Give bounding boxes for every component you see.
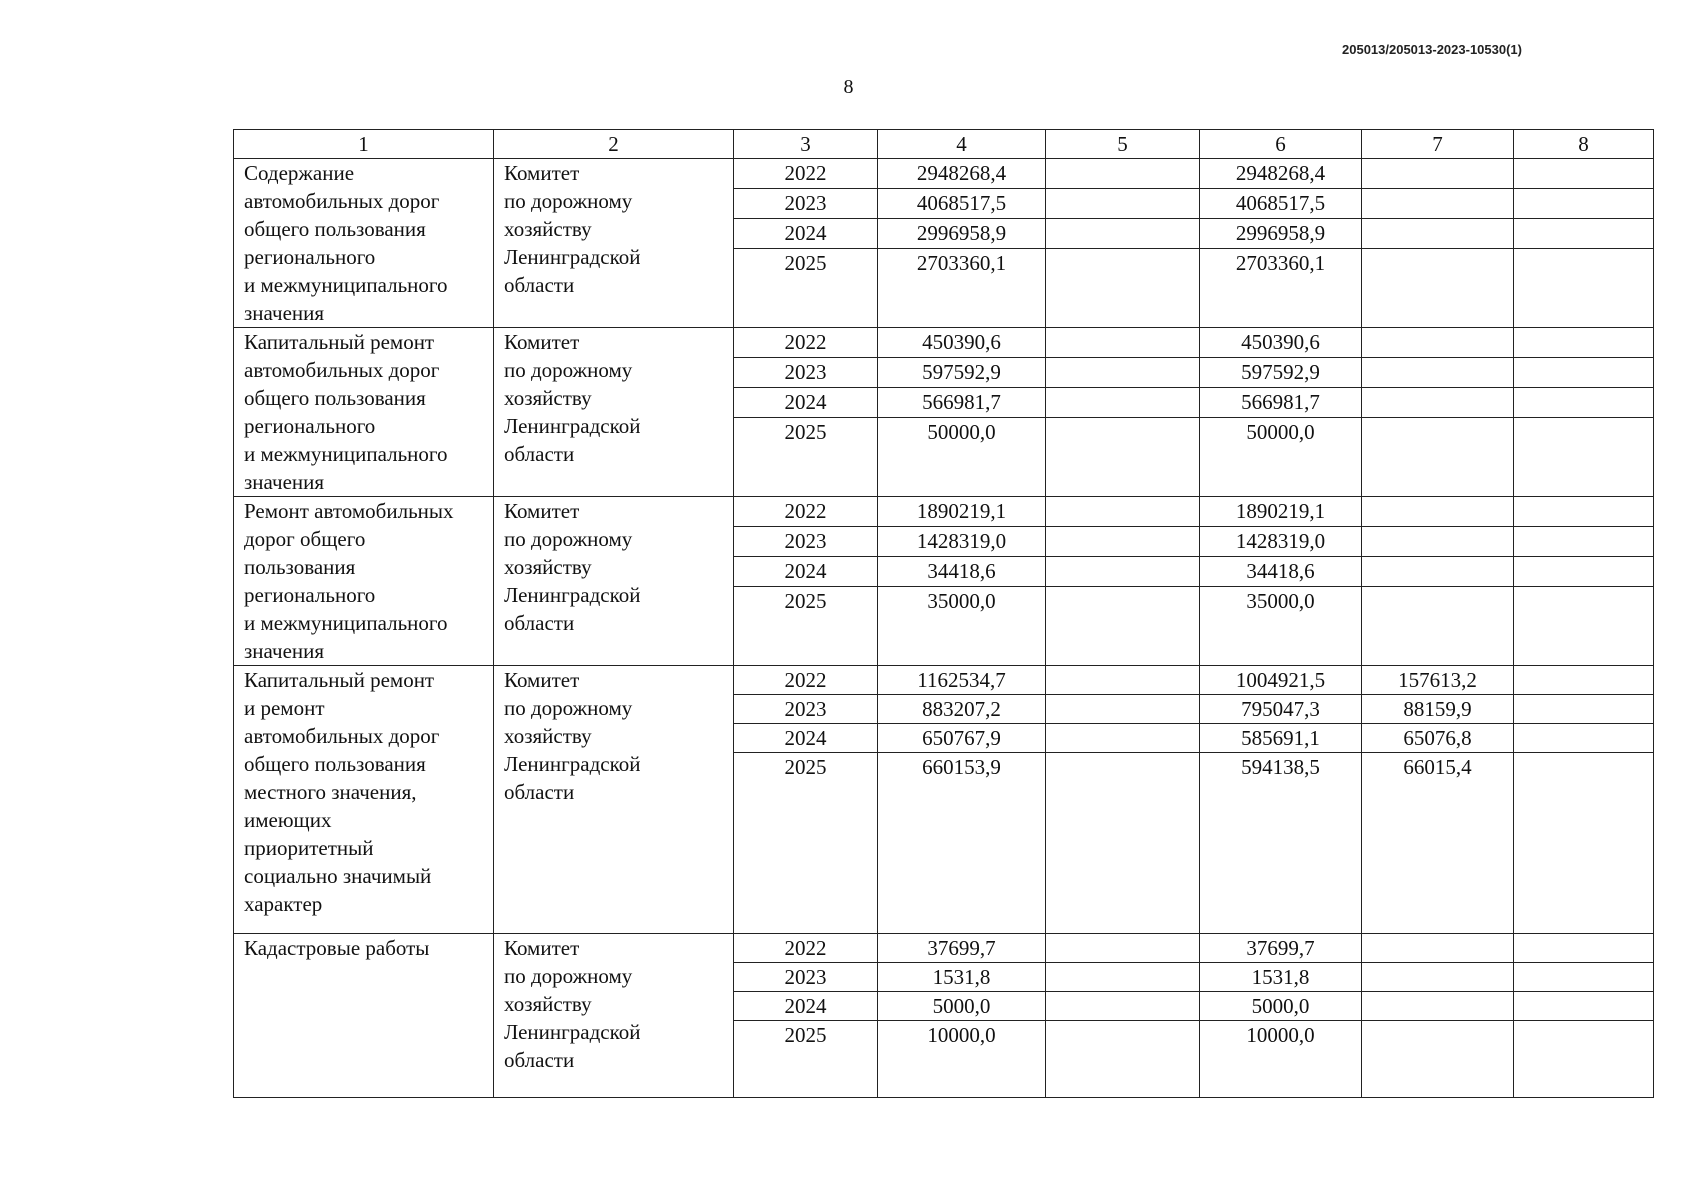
value-cell-c6: 1428319,0 [1200, 526, 1362, 556]
value-cell-c5 [1046, 417, 1200, 496]
value-cell-c5 [1046, 753, 1200, 934]
value-cell-c5 [1046, 357, 1200, 387]
value-cell-c5 [1046, 387, 1200, 417]
value-cell-c5 [1046, 248, 1200, 327]
value-cell-c6: 795047,3 [1200, 695, 1362, 724]
value-cell-c6: 1890219,1 [1200, 497, 1362, 527]
value-cell-c4: 4068517,5 [878, 188, 1046, 218]
value-cell-c6: 1531,8 [1200, 963, 1362, 992]
value-cell-c6: 1004921,5 [1200, 666, 1362, 695]
activity-name-cell [234, 328, 494, 497]
value-cell-c7 [1362, 159, 1514, 189]
year-cell: 2022 [734, 328, 878, 358]
value-cell-c7: 66015,4 [1362, 753, 1514, 934]
value-cell-c7 [1362, 992, 1514, 1021]
value-cell-c7 [1362, 934, 1514, 963]
value-cell-c6: 34418,6 [1200, 556, 1362, 586]
value-cell-c8 [1514, 387, 1654, 417]
column-number-row [234, 130, 1654, 159]
table-row [234, 328, 1654, 358]
value-cell-c7 [1362, 497, 1514, 527]
year-cell: 2023 [734, 357, 878, 387]
value-cell-c5 [1046, 695, 1200, 724]
value-cell-c6: 37699,7 [1200, 934, 1362, 963]
value-cell-c7 [1362, 963, 1514, 992]
value-cell-c5 [1046, 526, 1200, 556]
value-cell-c5 [1046, 724, 1200, 753]
activity-name-cell [234, 666, 494, 934]
column-number-cell: 6 [1200, 130, 1362, 159]
value-cell-c7: 65076,8 [1362, 724, 1514, 753]
column-number-cell: 2 [494, 130, 734, 159]
year-cell: 2023 [734, 526, 878, 556]
value-cell-c6: 594138,5 [1200, 753, 1362, 934]
value-cell-c5 [1046, 934, 1200, 963]
value-cell-c6: 566981,7 [1200, 387, 1362, 417]
year-cell: 2022 [734, 666, 878, 695]
value-cell-c6: 10000,0 [1200, 1021, 1362, 1098]
value-cell-c8 [1514, 666, 1654, 695]
value-cell-c4: 5000,0 [878, 992, 1046, 1021]
year-cell: 2024 [734, 556, 878, 586]
value-cell-c8 [1514, 724, 1654, 753]
value-cell-c8 [1514, 992, 1654, 1021]
value-cell-c5 [1046, 188, 1200, 218]
year-cell: 2024 [734, 218, 878, 248]
value-cell-c7 [1362, 248, 1514, 327]
value-cell-c4: 650767,9 [878, 724, 1046, 753]
value-cell-c4: 883207,2 [878, 695, 1046, 724]
value-cell-c4: 566981,7 [878, 387, 1046, 417]
activity-name: Капитальный ремонт и ремонт автомобильных дорог общего пользования местного значения, имеющих приоритетный социально значимый характер [244, 668, 440, 916]
value-cell-c8 [1514, 218, 1654, 248]
value-cell-c6: 2703360,1 [1200, 248, 1362, 327]
value-cell-c4: 660153,9 [878, 753, 1046, 934]
value-cell-c6: 4068517,5 [1200, 188, 1362, 218]
responsible-executor: Комитет по дорожному хозяйству Ленинградской области [504, 161, 641, 297]
value-cell-c7 [1362, 526, 1514, 556]
year-cell: 2024 [734, 992, 878, 1021]
year-cell: 2022 [734, 159, 878, 189]
activity-name: Кадастровые работы [244, 936, 430, 960]
value-cell-c8 [1514, 753, 1654, 934]
value-cell-c8 [1514, 188, 1654, 218]
year-cell: 2023 [734, 695, 878, 724]
value-cell-c8 [1514, 1021, 1654, 1098]
value-cell-c4: 450390,6 [878, 328, 1046, 358]
year-cell: 2025 [734, 248, 878, 327]
value-cell-c8 [1514, 357, 1654, 387]
value-cell-c7 [1362, 328, 1514, 358]
value-cell-c8 [1514, 248, 1654, 327]
year-cell: 2025 [734, 753, 878, 934]
value-cell-c8 [1514, 328, 1654, 358]
responsible-executor: Комитет по дорожному хозяйству Ленинградской области [504, 668, 641, 804]
value-cell-c6: 450390,6 [1200, 328, 1362, 358]
value-cell-c6: 2996958,9 [1200, 218, 1362, 248]
value-cell-c7 [1362, 417, 1514, 496]
year-cell: 2025 [734, 1021, 878, 1098]
column-number-cell: 7 [1362, 130, 1514, 159]
page-number: 8 [843, 76, 854, 98]
value-cell-c7 [1362, 218, 1514, 248]
value-cell-c5 [1046, 218, 1200, 248]
year-cell: 2025 [734, 417, 878, 496]
budget-table [233, 129, 1654, 1098]
value-cell-c4: 1428319,0 [878, 526, 1046, 556]
value-cell-c8 [1514, 963, 1654, 992]
value-cell-c8 [1514, 934, 1654, 963]
value-cell-c7 [1362, 188, 1514, 218]
value-cell-c5 [1046, 497, 1200, 527]
year-cell: 2023 [734, 188, 878, 218]
responsible-cell [494, 666, 734, 934]
value-cell-c7 [1362, 556, 1514, 586]
responsible-cell [494, 328, 734, 497]
activity-name: Ремонт автомобильных дорог общего пользования регионального и межмуниципального значения [244, 499, 454, 663]
responsible-executor: Комитет по дорожному хозяйству Ленинградской области [504, 330, 641, 466]
value-cell-c6: 5000,0 [1200, 992, 1362, 1021]
value-cell-c8 [1514, 497, 1654, 527]
value-cell-c5 [1046, 992, 1200, 1021]
column-number-cell: 3 [734, 130, 878, 159]
value-cell-c4: 1531,8 [878, 963, 1046, 992]
value-cell-c8 [1514, 695, 1654, 724]
activity-name-cell [234, 934, 494, 1098]
responsible-executor: Комитет по дорожному хозяйству Ленинградской области [504, 936, 641, 1072]
year-cell: 2022 [734, 934, 878, 963]
responsible-cell [494, 159, 734, 328]
value-cell-c4: 1162534,7 [878, 666, 1046, 695]
value-cell-c5 [1046, 159, 1200, 189]
activity-name: Содержание автомобильных дорог общего пользования регионального и межмуниципального значения [244, 161, 448, 325]
activity-name: Капитальный ремонт автомобильных дорог общего пользования регионального и межмуниципального значения [244, 330, 448, 494]
responsible-cell [494, 497, 734, 666]
value-cell-c7 [1362, 586, 1514, 665]
value-cell-c4: 10000,0 [878, 1021, 1046, 1098]
year-cell: 2023 [734, 963, 878, 992]
year-cell: 2022 [734, 497, 878, 527]
table-row [234, 934, 1654, 963]
value-cell-c5 [1046, 666, 1200, 695]
value-cell-c4: 2996958,9 [878, 218, 1046, 248]
column-number-cell: 4 [878, 130, 1046, 159]
year-cell: 2025 [734, 586, 878, 665]
activity-name-cell [234, 497, 494, 666]
table-row [234, 666, 1654, 695]
value-cell-c4: 1890219,1 [878, 497, 1046, 527]
value-cell-c7 [1362, 387, 1514, 417]
column-number-cell: 1 [234, 130, 494, 159]
value-cell-c4: 597592,9 [878, 357, 1046, 387]
value-cell-c4: 35000,0 [878, 586, 1046, 665]
value-cell-c5 [1046, 328, 1200, 358]
table-body [234, 130, 1654, 1098]
value-cell-c7 [1362, 357, 1514, 387]
value-cell-c8 [1514, 417, 1654, 496]
value-cell-c6: 2948268,4 [1200, 159, 1362, 189]
value-cell-c8 [1514, 556, 1654, 586]
year-cell: 2024 [734, 724, 878, 753]
value-cell-c4: 34418,6 [878, 556, 1046, 586]
value-cell-c5 [1046, 963, 1200, 992]
value-cell-c8 [1514, 586, 1654, 665]
value-cell-c6: 50000,0 [1200, 417, 1362, 496]
column-number-cell: 8 [1514, 130, 1654, 159]
value-cell-c5 [1046, 556, 1200, 586]
column-number-cell: 5 [1046, 130, 1200, 159]
value-cell-c8 [1514, 159, 1654, 189]
responsible-cell [494, 934, 734, 1098]
value-cell-c5 [1046, 1021, 1200, 1098]
year-cell: 2024 [734, 387, 878, 417]
value-cell-c7: 157613,2 [1362, 666, 1514, 695]
activity-name-cell [234, 159, 494, 328]
value-cell-c6: 597592,9 [1200, 357, 1362, 387]
responsible-executor: Комитет по дорожному хозяйству Ленинградской области [504, 499, 641, 635]
value-cell-c4: 50000,0 [878, 417, 1046, 496]
value-cell-c4: 37699,7 [878, 934, 1046, 963]
value-cell-c4: 2703360,1 [878, 248, 1046, 327]
value-cell-c6: 35000,0 [1200, 586, 1362, 665]
value-cell-c8 [1514, 526, 1654, 556]
value-cell-c6: 585691,1 [1200, 724, 1362, 753]
table-row [234, 159, 1654, 189]
document-id: 205013/205013-2023-10530(1) [1342, 42, 1522, 57]
table-row [234, 497, 1654, 527]
value-cell-c7: 88159,9 [1362, 695, 1514, 724]
value-cell-c4: 2948268,4 [878, 159, 1046, 189]
value-cell-c7 [1362, 1021, 1514, 1098]
value-cell-c5 [1046, 586, 1200, 665]
